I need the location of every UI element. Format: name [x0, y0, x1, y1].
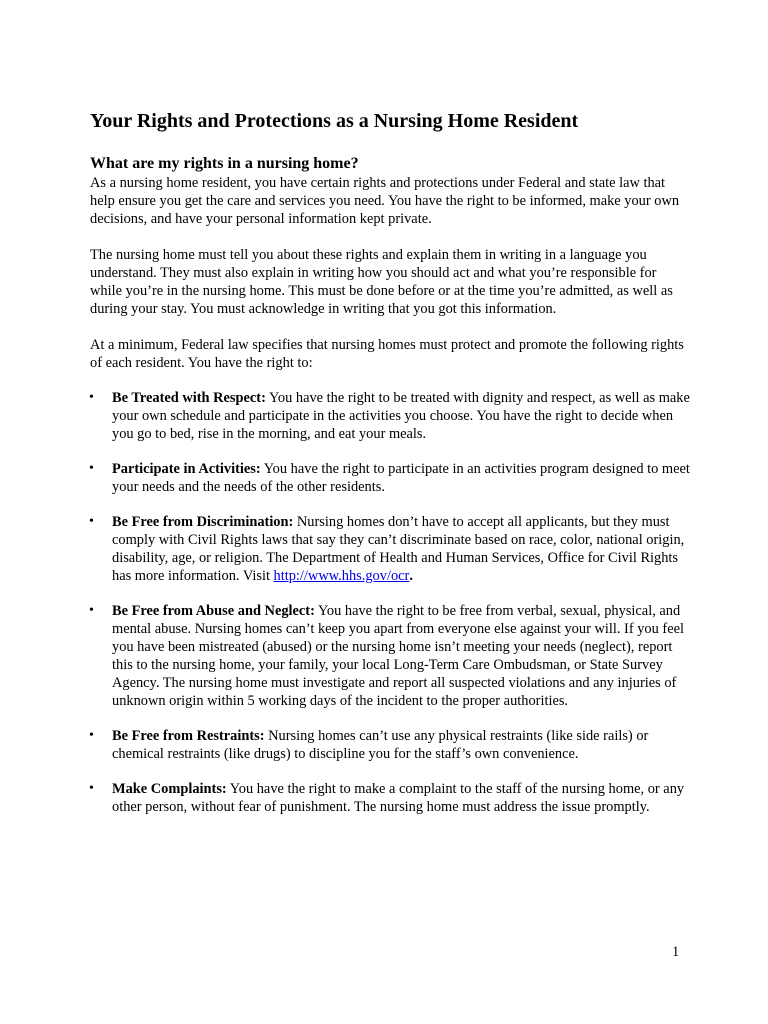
bullet-icon: • [89, 461, 94, 476]
right-text: You have the right to be free from verbal, sexual, physical, and mental abuse. Nursing homes can’t keep you apart from everyone else against your will. If you feel you have been mistreated (abused) or the nursing home isn’t meeting your needs (neglect), report this to the nursing home, your family, your local Long-Term Care Ombudsman, or State Survey Agency. The nursing home must investigate and report all suspected violations and any injuries of unknown origin within 5 working days of the incident to the proper authorities. [112, 603, 684, 709]
bullet-icon: • [89, 728, 94, 743]
right-text: You have the right to be treated with dignity and respect, as well as make your own schedule and participate in the activities you choose. You have the right to decide when you go to bed, rise in the morning, and eat your meals. [112, 390, 690, 442]
rights-intro-paragraph: At a minimum, Federal law specifies that nursing homes must protect and promote the following rights of each resident. You have the right to: [90, 337, 684, 371]
right-item-abuse-neglect [90, 602, 690, 710]
section-heading: What are my rights in a nursing home? [90, 155, 359, 172]
right-term: Participate in Activities: [112, 461, 261, 477]
bullet-icon: • [89, 781, 94, 796]
right-text: You have the right to make a complaint to the staff of the nursing home, or any other person, without fear of punishment. The nursing home must address the issue promptly. [112, 781, 685, 815]
right-item-discrimination [90, 513, 690, 585]
right-item-respect [90, 389, 690, 443]
right-item-restraints [90, 727, 690, 763]
intro-paragraph: As a nursing home resident, you have certain rights and protections under Federal and state law that help ensure you get the care and services you need. You have the right to be informed, make your own decisions, and have your personal information kept private. [90, 175, 680, 227]
link-period: . [409, 568, 413, 584]
bullet-icon: • [89, 603, 94, 618]
bullet-icon: • [89, 514, 94, 529]
right-term: Be Treated with Respect: [112, 390, 266, 406]
right-term: Make Complaints: [112, 781, 227, 797]
rights-list [90, 389, 690, 816]
page-number: 1 [672, 944, 680, 960]
right-text: Nursing homes can’t use any physical restraints (like side rails) or chemical restraints (like drugs) to discipline you for the staff’s own convenience. [112, 728, 649, 762]
right-term: Be Free from Discrimination: [112, 514, 294, 530]
document-title: Your Rights and Protections as a Nursing Home Resident [90, 110, 579, 132]
bullet-icon: • [89, 390, 94, 405]
right-text: Nursing homes don’t have to accept all applicants, but they must comply with Civil Rights laws that say they can’t discriminate based on race, color, national origin, disability, age, or religion. The Department of Health and Human Services, Office for Civil Rights has more information. Visit [112, 514, 685, 584]
document-body [90, 108, 690, 833]
right-term: Be Free from Abuse and Neglect: [112, 603, 315, 619]
right-item-activities [90, 460, 690, 496]
right-term: Be Free from Restraints: [112, 728, 265, 744]
hhs-ocr-link[interactable]: http://www.hhs.gov/ocr [273, 568, 410, 584]
right-text: You have the right to participate in an activities program designed to meet your needs and the needs of the other residents. [112, 461, 690, 495]
right-item-complaints [90, 780, 690, 816]
notice-paragraph: The nursing home must tell you about these rights and explain them in writing in a language you understand. They must also explain in writing how you should act and what you’re responsible for while you’re in the nursing home. This must be done before or at the time you’re admitted, as well as during your stay. You must acknowledge in writing that you got this information. [90, 247, 673, 317]
